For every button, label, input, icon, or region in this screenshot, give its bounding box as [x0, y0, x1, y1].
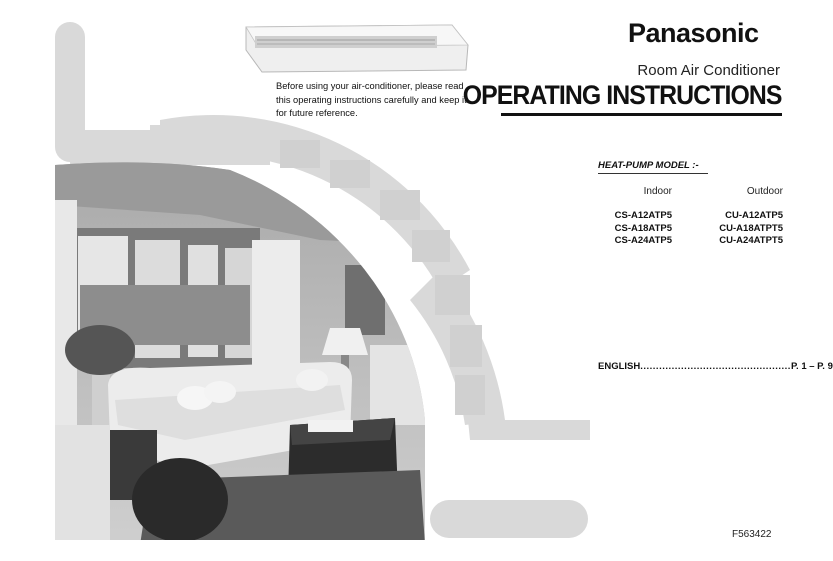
outdoor-model: CU-A12ATP5: [725, 210, 783, 221]
outdoor-model: CU-A18ATPT5: [719, 222, 783, 234]
brand-logo: Panasonic: [628, 18, 759, 48]
leader-dots: ................................................: [640, 361, 791, 372]
outdoor-model-list: [700, 210, 783, 248]
model-heading: HEAT-PUMP MODEL :-: [598, 160, 699, 171]
indoor-model: CS-A24ATP5: [614, 235, 672, 246]
intro-text: Before using your air-conditioner, please read this operating instructions carefully and keep it for future reference.: [276, 81, 467, 118]
document-code: F563422: [732, 529, 772, 540]
air-conditioner-unit: [246, 25, 468, 72]
page-range: P. 1 – P. 9: [790, 361, 833, 372]
indoor-model: CS-A18ATP5: [614, 222, 672, 234]
title-underline: [501, 113, 782, 116]
outdoor-model: CU-A24ATPT5: [719, 235, 783, 246]
living-room-photo: [55, 160, 435, 545]
language-label: ENGLISH: [598, 361, 641, 372]
indoor-model-list: [590, 210, 672, 248]
outdoor-column-label: Outdoor: [746, 186, 783, 197]
model-heading-rule: [598, 173, 708, 174]
contents-entry-english: [598, 361, 833, 372]
page-title: OPERATING INSTRUCTIONS: [463, 80, 782, 110]
indoor-column-label: Indoor: [643, 186, 672, 197]
indoor-model: CS-A12ATP5: [614, 210, 672, 221]
product-subtitle: Room Air Conditioner: [637, 62, 780, 79]
